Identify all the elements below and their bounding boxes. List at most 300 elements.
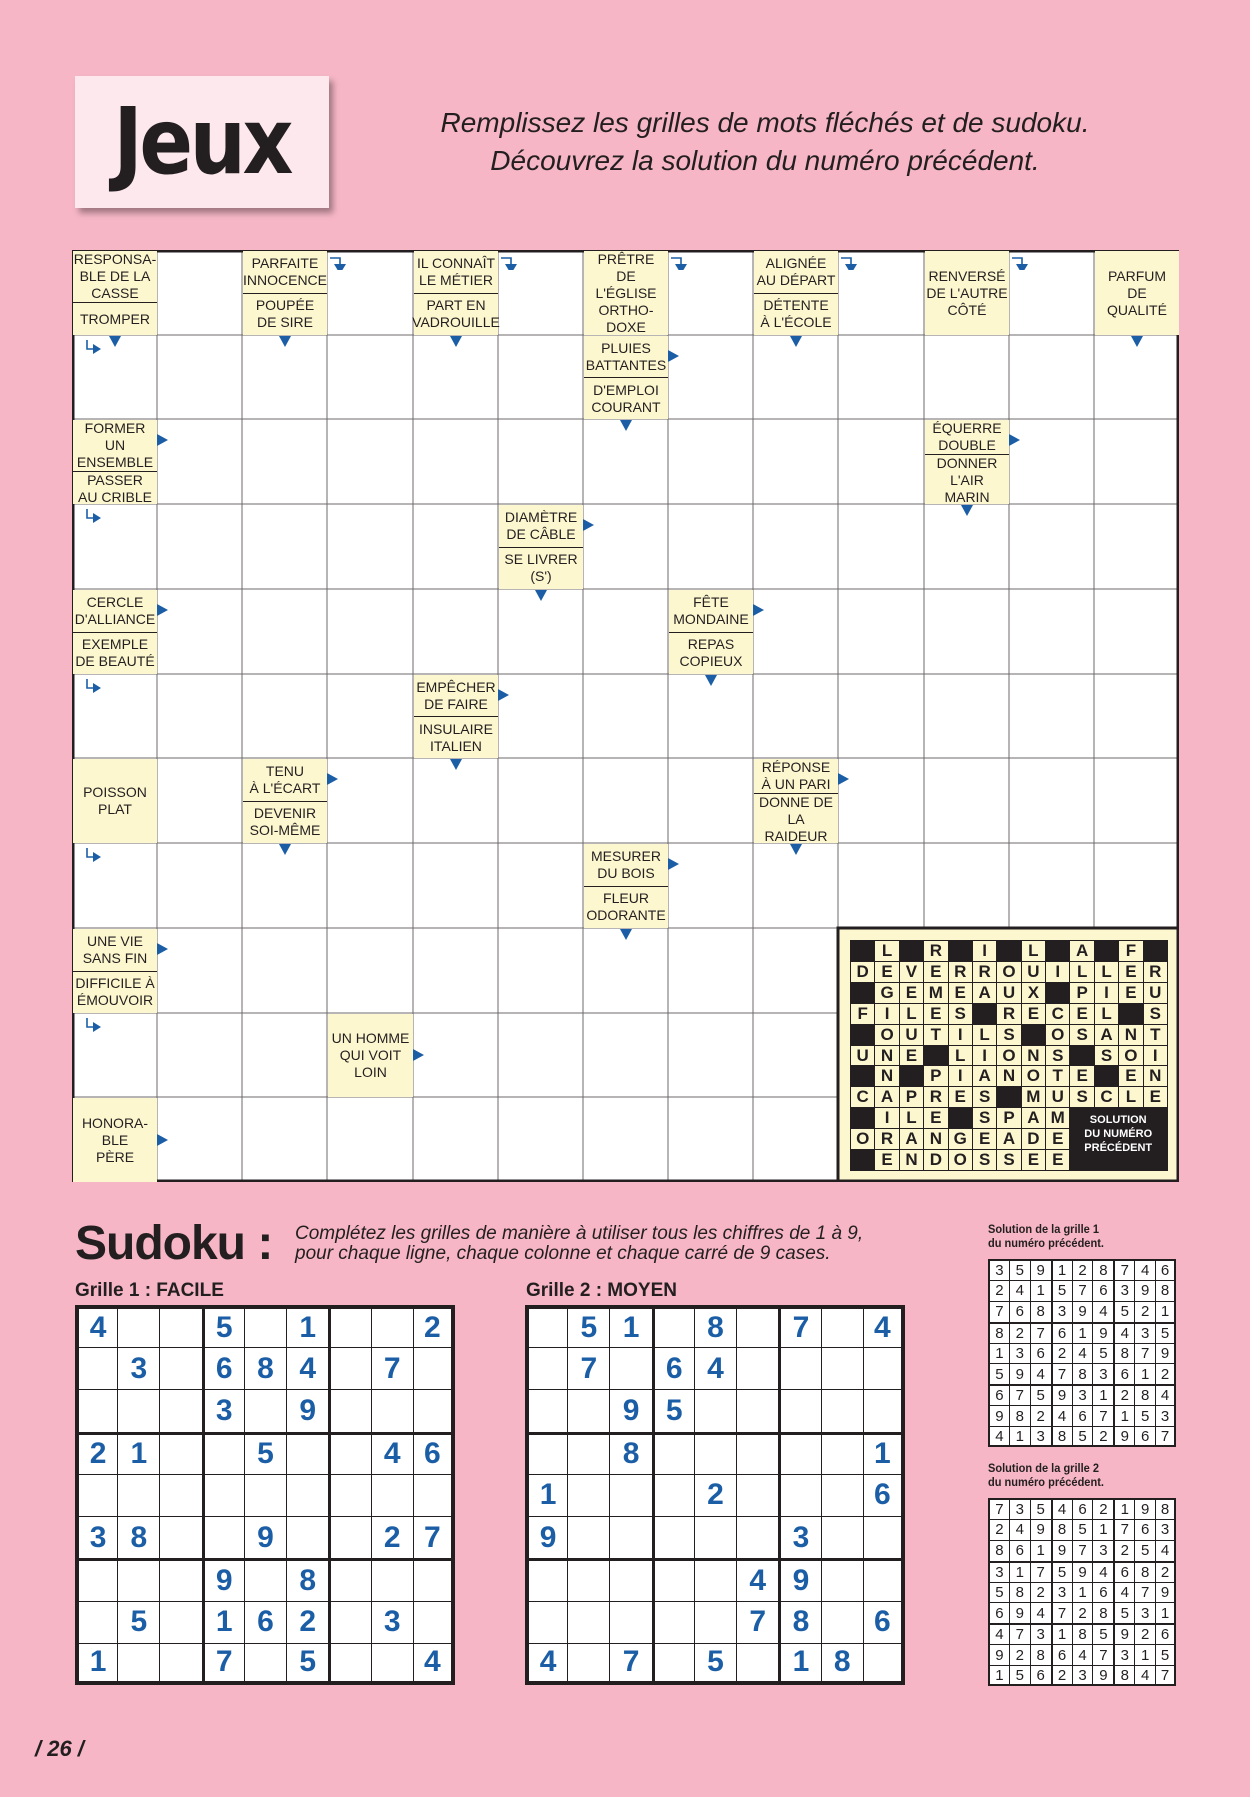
black-square bbox=[1094, 940, 1119, 962]
solution-letter: A bbox=[972, 1065, 997, 1087]
arrow-right-icon bbox=[498, 689, 509, 701]
sudoku-cell: 4 bbox=[1009, 1280, 1030, 1301]
sudoku-cell[interactable] bbox=[328, 1558, 370, 1600]
sudoku-cell: 9 bbox=[1134, 1280, 1155, 1301]
arrow-down-icon bbox=[961, 505, 973, 516]
solution-letter: A bbox=[996, 1128, 1021, 1150]
black-square bbox=[1069, 1045, 1094, 1067]
solution-letter: R bbox=[923, 1086, 948, 1108]
sudoku-cell[interactable] bbox=[525, 1389, 567, 1431]
sudoku-cell: 4 bbox=[863, 1305, 905, 1347]
arrow-right-icon bbox=[1009, 434, 1020, 446]
solution-letter: P bbox=[1069, 982, 1094, 1004]
sudoku-cell[interactable] bbox=[244, 1558, 286, 1600]
sudoku-cell: 3 bbox=[75, 1516, 117, 1558]
clue-text bbox=[669, 632, 753, 675]
sudoku-cell: 9 bbox=[1030, 1519, 1051, 1540]
sudoku-cell[interactable] bbox=[821, 1389, 863, 1431]
sudoku-cell[interactable] bbox=[525, 1432, 567, 1474]
arrow-down-icon bbox=[109, 336, 121, 347]
sudoku-cell: 4 bbox=[1051, 1498, 1072, 1519]
sudoku-cell[interactable] bbox=[778, 1474, 820, 1516]
sudoku-cell: 2 bbox=[413, 1305, 455, 1347]
solution-letter: O bbox=[1118, 1045, 1143, 1067]
sudoku-cell: 4 bbox=[694, 1347, 736, 1389]
sudoku-cell: 4 bbox=[286, 1347, 328, 1389]
sudoku-cell[interactable] bbox=[75, 1389, 117, 1431]
sudoku-cell[interactable] bbox=[371, 1305, 413, 1347]
sudoku-cell[interactable] bbox=[371, 1643, 413, 1685]
sudoku-cell: 8 bbox=[1072, 1363, 1093, 1384]
sudoku-cell: 1 bbox=[1009, 1426, 1030, 1447]
sudoku-cell: 4 bbox=[1072, 1644, 1093, 1665]
solution-letter: S bbox=[1143, 1003, 1168, 1025]
sudoku-cell[interactable] bbox=[863, 1558, 905, 1600]
sudoku-cell: 7 bbox=[1051, 1363, 1072, 1384]
clue-cell bbox=[584, 251, 668, 335]
sudoku-cell[interactable] bbox=[652, 1516, 694, 1558]
clue-text bbox=[243, 293, 327, 336]
sudoku-cell[interactable] bbox=[117, 1643, 159, 1685]
sudoku-cell[interactable] bbox=[567, 1432, 609, 1474]
sudoku-cell: 3 bbox=[988, 1259, 1009, 1280]
clue-text bbox=[328, 1014, 413, 1097]
sudoku-cell: 6 bbox=[1072, 1405, 1093, 1426]
solution-letter: L bbox=[1118, 1086, 1143, 1108]
sudoku-cell: 4 bbox=[371, 1432, 413, 1474]
sudoku-cell[interactable] bbox=[567, 1601, 609, 1643]
black-square bbox=[850, 1024, 875, 1046]
sudoku-cell[interactable] bbox=[821, 1474, 863, 1516]
sudoku-cell: 7 bbox=[1009, 1384, 1030, 1405]
sudoku-cell[interactable] bbox=[286, 1432, 328, 1474]
sudoku-cell: 5 bbox=[286, 1643, 328, 1685]
sudoku-cell[interactable] bbox=[159, 1643, 201, 1685]
sudoku-cell: 3 bbox=[1030, 1426, 1051, 1447]
clue-label: PLUIES BATTANTES bbox=[585, 339, 667, 373]
sudoku-cell[interactable] bbox=[821, 1305, 863, 1347]
sudoku-cell[interactable] bbox=[652, 1432, 694, 1474]
clue-text bbox=[584, 251, 668, 336]
solution-letter: O bbox=[874, 1024, 899, 1046]
sudoku-cell: 6 bbox=[988, 1602, 1009, 1623]
clue-label: TENU À L'ÉCART bbox=[249, 762, 321, 796]
arrow-down-icon bbox=[620, 929, 632, 940]
clue-text bbox=[1095, 251, 1179, 335]
clue-text bbox=[499, 505, 583, 547]
sudoku-cell: 8 bbox=[694, 1305, 736, 1347]
clue-label: PARFAITE INNOCENCE bbox=[243, 254, 328, 288]
black-square bbox=[948, 1107, 973, 1129]
solution-title-line: du numéro précédent. bbox=[988, 1475, 1104, 1489]
solution-letter: R bbox=[948, 961, 973, 983]
arrow-bent-down-icon bbox=[329, 254, 349, 270]
sudoku-cell[interactable] bbox=[413, 1389, 455, 1431]
black-square bbox=[1045, 982, 1070, 1004]
sudoku-cell: 7 bbox=[1051, 1602, 1072, 1623]
solution-letter: R bbox=[874, 1128, 899, 1150]
sudoku-cell[interactable] bbox=[821, 1347, 863, 1389]
solution-letter: L bbox=[899, 1003, 924, 1025]
sudoku-cell[interactable] bbox=[286, 1474, 328, 1516]
sudoku-cell: 5 bbox=[1134, 1405, 1155, 1426]
sudoku-cell[interactable] bbox=[863, 1347, 905, 1389]
clue-label: RENVERSÉ DE L'AUTRE CÔTÉ bbox=[926, 267, 1008, 318]
sudoku-cell[interactable] bbox=[567, 1558, 609, 1600]
clue-text bbox=[499, 547, 583, 590]
arrow-down-icon bbox=[1131, 336, 1143, 347]
sudoku-cell[interactable] bbox=[609, 1558, 651, 1600]
sudoku-cell[interactable] bbox=[159, 1516, 201, 1558]
sudoku-cell[interactable] bbox=[75, 1558, 117, 1600]
clue-cell bbox=[499, 505, 583, 589]
sudoku-cell[interactable] bbox=[202, 1432, 244, 1474]
clue-label: INSULAIRE ITALIEN bbox=[419, 720, 493, 754]
sudoku-cell: 9 bbox=[1030, 1259, 1051, 1280]
sudoku-cell: 5 bbox=[1113, 1301, 1134, 1322]
sudoku-cell[interactable] bbox=[413, 1601, 455, 1643]
sudoku-cell[interactable] bbox=[525, 1347, 567, 1389]
sudoku-cell[interactable] bbox=[244, 1643, 286, 1685]
sudoku-cell[interactable] bbox=[609, 1474, 651, 1516]
sudoku-cell[interactable] bbox=[652, 1558, 694, 1600]
sudoku-cell: 1 bbox=[1113, 1405, 1134, 1426]
sudoku-cell[interactable] bbox=[652, 1601, 694, 1643]
sudoku-instructions bbox=[295, 1224, 863, 1264]
section-logo bbox=[75, 76, 329, 208]
solution-letter: A bbox=[1094, 1024, 1119, 1046]
page-number: / 26 / bbox=[35, 1736, 84, 1761]
sudoku-cell[interactable] bbox=[159, 1347, 201, 1389]
sudoku-cell[interactable] bbox=[328, 1389, 370, 1431]
black-square bbox=[850, 940, 875, 962]
solution-letter: I bbox=[972, 1045, 997, 1067]
sudoku-cell: 1 bbox=[778, 1643, 820, 1685]
sudoku-cell[interactable] bbox=[413, 1474, 455, 1516]
sudoku-cell: 5 bbox=[1030, 1498, 1051, 1519]
clue-label: PARFUM DE QUALITÉ bbox=[1107, 267, 1167, 318]
sudoku-cell: 6 bbox=[1134, 1426, 1155, 1447]
sudoku-cell: 2 bbox=[1030, 1405, 1051, 1426]
sudoku-cell: 1 bbox=[1051, 1259, 1072, 1280]
sudoku-cell: 7 bbox=[413, 1516, 455, 1558]
sudoku-cell[interactable] bbox=[567, 1516, 609, 1558]
solution-letter: L bbox=[1069, 961, 1094, 983]
sudoku-cell: 9 bbox=[1113, 1623, 1134, 1644]
sudoku-cell: 2 bbox=[694, 1474, 736, 1516]
sudoku-cell[interactable] bbox=[117, 1558, 159, 1600]
clue-label: REPAS COPIEUX bbox=[679, 636, 743, 670]
sudoku-cell[interactable] bbox=[328, 1643, 370, 1685]
clue-text bbox=[73, 929, 157, 971]
solution-letter: R bbox=[923, 940, 948, 962]
sudoku-cell: 7 bbox=[1113, 1259, 1134, 1280]
arrow-down-icon bbox=[450, 759, 462, 770]
sudoku-cell[interactable] bbox=[328, 1601, 370, 1643]
sudoku-cell[interactable] bbox=[778, 1389, 820, 1431]
clue-text bbox=[73, 590, 157, 632]
sudoku-cell: 1 bbox=[1092, 1384, 1113, 1405]
sudoku-cell[interactable] bbox=[567, 1389, 609, 1431]
sudoku-cell[interactable] bbox=[525, 1601, 567, 1643]
sudoku-cell: 6 bbox=[988, 1384, 1009, 1405]
solution-letter: S bbox=[972, 1149, 997, 1171]
sudoku-cell[interactable] bbox=[863, 1389, 905, 1431]
sudoku-cell[interactable] bbox=[371, 1474, 413, 1516]
sudoku-cell[interactable] bbox=[371, 1389, 413, 1431]
clue-text bbox=[584, 886, 668, 929]
clue-label: RÉPONSE À UN PARI bbox=[761, 759, 831, 792]
clue-cell bbox=[73, 1098, 157, 1182]
sudoku-cell: 2 bbox=[988, 1519, 1009, 1540]
sudoku-grid-1[interactable] bbox=[75, 1305, 455, 1685]
clue-label: UNE VIE SANS FIN bbox=[82, 932, 148, 966]
sudoku-cell[interactable] bbox=[736, 1516, 778, 1558]
sudoku-cell[interactable] bbox=[821, 1432, 863, 1474]
clue-text bbox=[414, 675, 498, 716]
sudoku-cell: 6 bbox=[1051, 1644, 1072, 1665]
solution-letter: I bbox=[948, 1065, 973, 1087]
sudoku-cell: 1 bbox=[1155, 1301, 1176, 1322]
sudoku-cell[interactable] bbox=[117, 1474, 159, 1516]
clue-label: ÉQUERRE DOUBLE bbox=[932, 420, 1002, 453]
clue-text bbox=[754, 293, 838, 336]
sudoku-cell[interactable] bbox=[328, 1474, 370, 1516]
sudoku-cell: 5 bbox=[1072, 1519, 1093, 1540]
sudoku-cell: 8 bbox=[1072, 1623, 1093, 1644]
solution-letter: U bbox=[1021, 961, 1046, 983]
clue-label: SE LIVRER (S') bbox=[504, 551, 578, 585]
arrow-bent-down-icon bbox=[1011, 254, 1031, 270]
sudoku-cell: 6 bbox=[1134, 1519, 1155, 1540]
arrow-right-icon bbox=[327, 773, 338, 785]
sudoku-cell[interactable] bbox=[694, 1432, 736, 1474]
sudoku-cell[interactable] bbox=[609, 1516, 651, 1558]
sudoku-cell: 2 bbox=[1051, 1665, 1072, 1686]
sudoku-cell[interactable] bbox=[736, 1474, 778, 1516]
sudoku-cell[interactable] bbox=[159, 1389, 201, 1431]
solution-letter: A bbox=[874, 1086, 899, 1108]
sudoku-cell[interactable] bbox=[694, 1516, 736, 1558]
sudoku-cell: 2 bbox=[1113, 1540, 1134, 1561]
solution-letter: S bbox=[1069, 1086, 1094, 1108]
sudoku-cell[interactable] bbox=[652, 1643, 694, 1685]
arrow-down-icon bbox=[535, 590, 547, 601]
sudoku-cell[interactable] bbox=[567, 1474, 609, 1516]
sudoku-cell: 8 bbox=[1009, 1405, 1030, 1426]
arrow-down-icon bbox=[705, 675, 717, 686]
sudoku-cell[interactable] bbox=[821, 1558, 863, 1600]
solution-letter: A bbox=[1069, 940, 1094, 962]
sudoku-cell[interactable] bbox=[609, 1347, 651, 1389]
sudoku-cell[interactable] bbox=[652, 1305, 694, 1347]
arrow-down-icon bbox=[790, 336, 802, 347]
clue-label: CERCLE D'ALLIANCE bbox=[74, 593, 156, 627]
solution-letter: O bbox=[996, 961, 1021, 983]
sudoku-cell: 8 bbox=[117, 1516, 159, 1558]
sudoku-cell[interactable] bbox=[567, 1643, 609, 1685]
sudoku-cell: 4 bbox=[1030, 1363, 1051, 1384]
sudoku-cell: 1 bbox=[1051, 1623, 1072, 1644]
sudoku-cell[interactable] bbox=[75, 1474, 117, 1516]
sudoku-cell: 8 bbox=[1051, 1426, 1072, 1447]
sudoku-cell[interactable] bbox=[525, 1305, 567, 1347]
arrow-down-icon bbox=[620, 420, 632, 431]
solution-letter: E bbox=[899, 1045, 924, 1067]
sudoku-cell: 8 bbox=[988, 1322, 1009, 1343]
sudoku-cell[interactable] bbox=[778, 1347, 820, 1389]
sudoku-cell: 3 bbox=[1030, 1623, 1051, 1644]
sudoku-cell: 8 bbox=[1134, 1561, 1155, 1582]
arrow-bent-right-icon bbox=[84, 847, 104, 863]
black-square bbox=[1021, 1024, 1046, 1046]
sudoku-cell: 1 bbox=[75, 1643, 117, 1685]
solution-letter: E bbox=[899, 982, 924, 1004]
sudoku-cell[interactable] bbox=[159, 1305, 201, 1347]
solution-letter: D bbox=[850, 961, 875, 983]
clue-label: DEVENIR SOI-MÊME bbox=[249, 805, 321, 839]
sudoku-cell[interactable] bbox=[328, 1347, 370, 1389]
sudoku-cell[interactable] bbox=[778, 1432, 820, 1474]
clue-cell bbox=[243, 759, 327, 843]
sudoku-cell[interactable] bbox=[736, 1389, 778, 1431]
sudoku-cell[interactable] bbox=[159, 1558, 201, 1600]
sudoku-cell[interactable] bbox=[117, 1389, 159, 1431]
sudoku-cell[interactable] bbox=[694, 1558, 736, 1600]
sudoku-cell[interactable] bbox=[117, 1305, 159, 1347]
sudoku-cell: 1 bbox=[1113, 1498, 1134, 1519]
sudoku-cell[interactable] bbox=[75, 1347, 117, 1389]
solution-letter: S bbox=[972, 1086, 997, 1108]
solution-letter: E bbox=[1118, 961, 1143, 983]
sudoku-cell: 9 bbox=[1155, 1582, 1176, 1603]
sudoku-cell[interactable] bbox=[75, 1601, 117, 1643]
sudoku-cell[interactable] bbox=[525, 1558, 567, 1600]
crossword-grid bbox=[72, 250, 1179, 1182]
sudoku-cell[interactable] bbox=[736, 1347, 778, 1389]
sudoku-cell: 4 bbox=[413, 1643, 455, 1685]
clue-text bbox=[584, 377, 668, 419]
solution-letter: C bbox=[1045, 1003, 1070, 1025]
solution-letter: U bbox=[996, 982, 1021, 1004]
sudoku-cell: 2 bbox=[988, 1280, 1009, 1301]
sudoku-cell[interactable] bbox=[652, 1474, 694, 1516]
sudoku-cell: 6 bbox=[652, 1347, 694, 1389]
clue-text bbox=[754, 759, 838, 793]
solution-letter: E bbox=[923, 961, 948, 983]
sudoku-cell[interactable] bbox=[821, 1601, 863, 1643]
sudoku-cell: 2 bbox=[1072, 1259, 1093, 1280]
arrow-bent-right-icon bbox=[84, 339, 104, 355]
solution-letter: E bbox=[1045, 1128, 1070, 1150]
sudoku-grid-2[interactable] bbox=[525, 1305, 905, 1685]
sudoku-cell: 8 bbox=[1113, 1343, 1134, 1364]
solution-letter: E bbox=[1118, 1065, 1143, 1087]
sudoku-cell: 8 bbox=[609, 1432, 651, 1474]
sudoku-cell: 1 bbox=[1009, 1561, 1030, 1582]
sudoku-cell[interactable] bbox=[159, 1601, 201, 1643]
sudoku-cell[interactable] bbox=[694, 1389, 736, 1431]
sudoku-cell: 8 bbox=[1155, 1280, 1176, 1301]
sudoku-cell[interactable] bbox=[736, 1305, 778, 1347]
clue-text bbox=[73, 251, 157, 302]
solution-letter: G bbox=[948, 1128, 973, 1150]
black-square bbox=[972, 1003, 997, 1025]
sudoku-cell[interactable] bbox=[328, 1432, 370, 1474]
sudoku-cell: 7 bbox=[1030, 1561, 1051, 1582]
sudoku-cell[interactable] bbox=[202, 1474, 244, 1516]
sudoku-cell[interactable] bbox=[694, 1601, 736, 1643]
sudoku-cell[interactable] bbox=[821, 1516, 863, 1558]
clue-label: HONORA- BLE PÈRE bbox=[81, 1114, 149, 1165]
sudoku-cell[interactable] bbox=[328, 1516, 370, 1558]
sudoku-cell: 7 bbox=[202, 1643, 244, 1685]
sudoku-cell[interactable] bbox=[413, 1347, 455, 1389]
sudoku-cell[interactable] bbox=[736, 1643, 778, 1685]
sudoku-cell[interactable] bbox=[159, 1432, 201, 1474]
clue-text bbox=[73, 420, 157, 471]
sudoku-cell: 7 bbox=[1113, 1519, 1134, 1540]
sudoku-cell: 1 bbox=[525, 1474, 567, 1516]
arrow-bent-down-icon bbox=[670, 254, 690, 270]
sudoku-cell: 7 bbox=[1155, 1426, 1176, 1447]
sudoku-cell[interactable] bbox=[328, 1305, 370, 1347]
arrow-bent-down-icon bbox=[500, 254, 520, 270]
clue-text bbox=[243, 251, 327, 293]
sudoku-cell: 4 bbox=[1009, 1519, 1030, 1540]
arrow-bent-down-icon bbox=[840, 254, 860, 270]
arrow-bent-right-icon bbox=[84, 1017, 104, 1033]
solution-2-title bbox=[988, 1461, 1104, 1489]
sudoku-cell: 1 bbox=[1155, 1602, 1176, 1623]
arrow-right-icon bbox=[413, 1049, 424, 1061]
solution-letter: S bbox=[1069, 1024, 1094, 1046]
solution-letter: O bbox=[996, 1045, 1021, 1067]
sudoku-cell[interactable] bbox=[413, 1558, 455, 1600]
sudoku-cell[interactable] bbox=[244, 1305, 286, 1347]
clue-text bbox=[414, 716, 498, 758]
sudoku-cell[interactable] bbox=[863, 1643, 905, 1685]
black-square bbox=[948, 940, 973, 962]
sudoku-cell: 7 bbox=[1134, 1343, 1155, 1364]
sudoku-cell: 4 bbox=[1155, 1540, 1176, 1561]
sudoku-cell[interactable] bbox=[244, 1474, 286, 1516]
sudoku-cell[interactable] bbox=[371, 1558, 413, 1600]
sudoku-cell: 4 bbox=[1113, 1582, 1134, 1603]
sudoku-cell: 1 bbox=[286, 1305, 328, 1347]
solution-1-title bbox=[988, 1222, 1104, 1250]
clue-label: DÉTENTE À L'ÉCOLE bbox=[760, 297, 832, 331]
sudoku-cell: 8 bbox=[821, 1643, 863, 1685]
sudoku-cell[interactable] bbox=[736, 1432, 778, 1474]
sudoku-cell: 9 bbox=[525, 1516, 567, 1558]
solution-letter: E bbox=[874, 1149, 899, 1171]
sudoku-cell: 2 bbox=[1092, 1426, 1113, 1447]
solution-letter: I bbox=[874, 1003, 899, 1025]
sudoku-cell: 3 bbox=[1009, 1498, 1030, 1519]
sudoku-cell[interactable] bbox=[159, 1474, 201, 1516]
solution-letter: L bbox=[1021, 940, 1046, 962]
solution-title-line: Solution de la grille 2 bbox=[988, 1461, 1100, 1475]
sudoku-cell: 3 bbox=[117, 1347, 159, 1389]
sudoku-cell[interactable] bbox=[202, 1516, 244, 1558]
sudoku-cell: 1 bbox=[988, 1665, 1009, 1686]
sudoku-cell[interactable] bbox=[863, 1516, 905, 1558]
sudoku-cell[interactable] bbox=[244, 1389, 286, 1431]
sudoku-cell[interactable] bbox=[286, 1516, 328, 1558]
solution-letter: V bbox=[899, 961, 924, 983]
sudoku-cell[interactable] bbox=[609, 1601, 651, 1643]
